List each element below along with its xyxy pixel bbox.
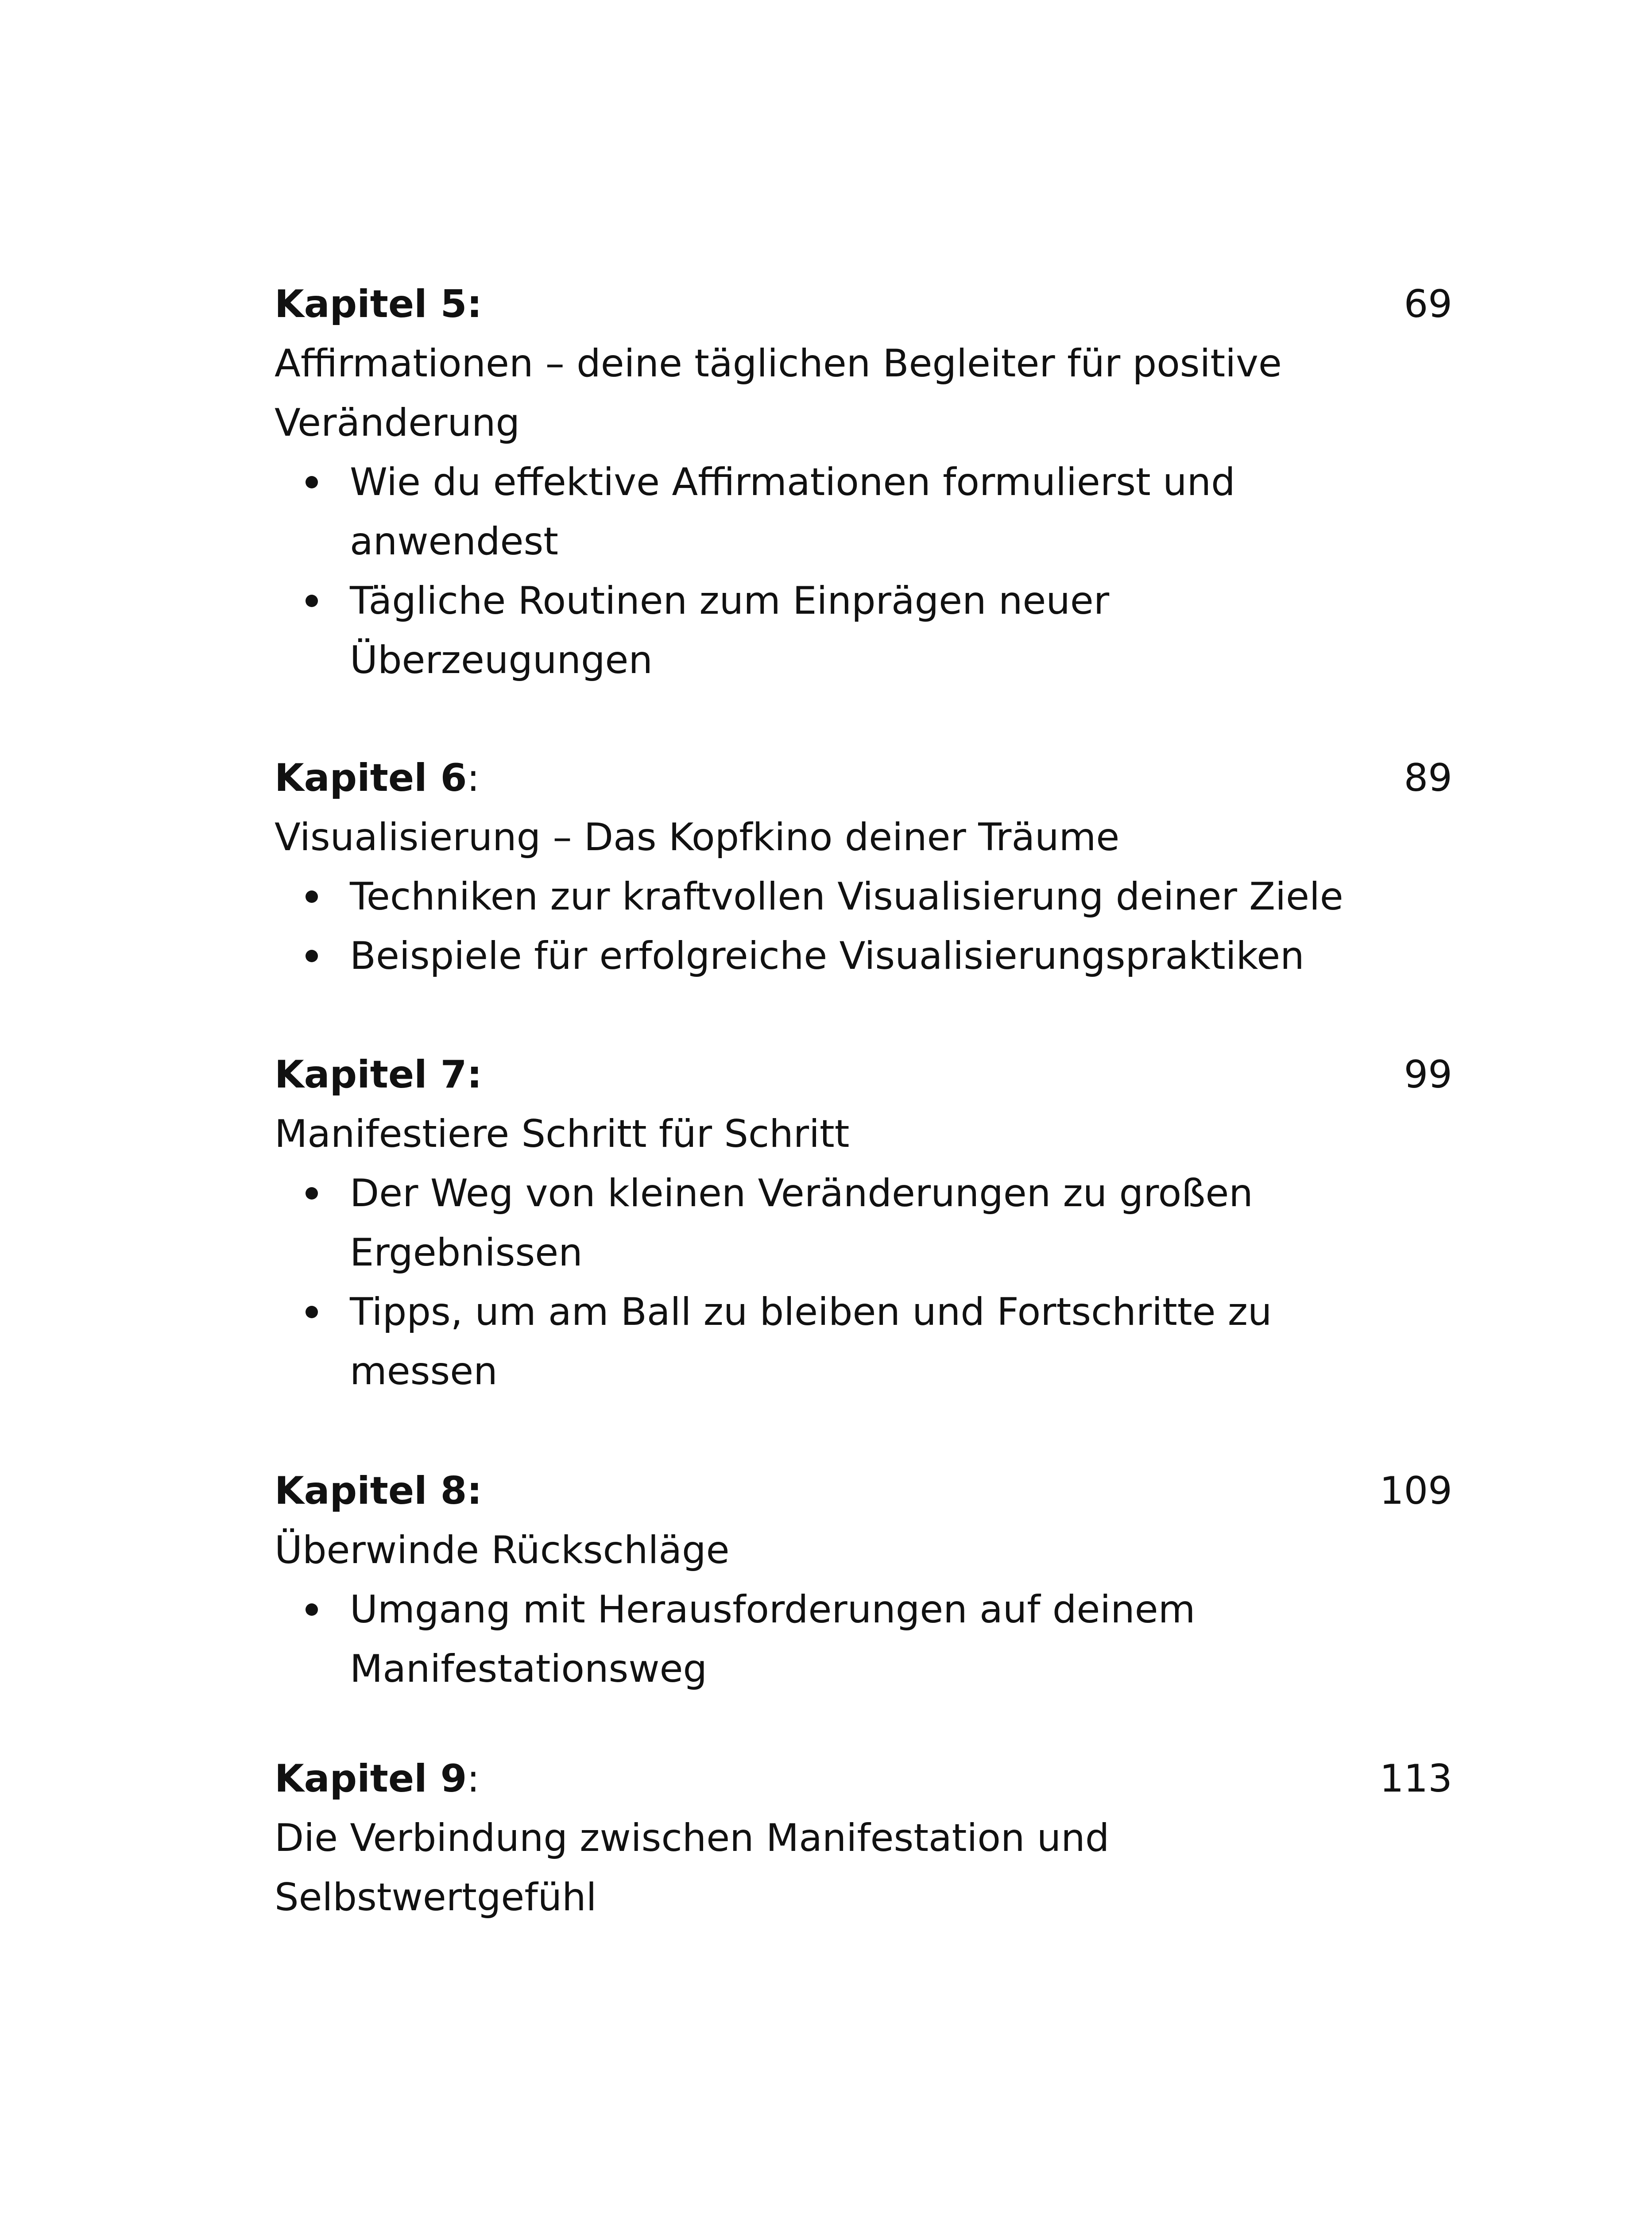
bullet-dot-icon (306, 890, 318, 903)
chapter-colon: : (467, 1757, 480, 1801)
toc-entry-kapitel-8 (275, 1461, 1452, 1699)
bullet-text: Der Weg von kleinen Veränderungen zu großen Ergebnissen (350, 1171, 1253, 1275)
page-number: 69 (1404, 282, 1452, 326)
page-number: 89 (1404, 756, 1452, 800)
bullet-text: Beispiele für erfolgreiche Visualisierungspraktiken (350, 934, 1304, 978)
chapter-heading (275, 1045, 1452, 1104)
bullet-dot-icon (306, 950, 318, 962)
chapter-title: Manifestiere Schritt für Schritt (275, 1112, 850, 1156)
bullet-item (275, 1580, 1324, 1699)
page-number: 113 (1379, 1757, 1452, 1801)
toc-entry-kapitel-6 (275, 748, 1452, 986)
chapter-title: Die Verbindung zwischen Manifestation und Selbstwertgefühl (275, 1816, 1110, 1920)
bullet-item (275, 867, 1390, 926)
chapter-colon: : (467, 282, 482, 326)
bullet-dot-icon (306, 1306, 318, 1318)
bullet-list (275, 1164, 1452, 1401)
chapter-colon: : (467, 756, 480, 800)
bullet-list (275, 867, 1452, 986)
chapter-heading (275, 1749, 1452, 1808)
bullet-item (275, 453, 1324, 571)
chapter-title: Visualisierung – Das Kopfkino deiner Träume (275, 815, 1120, 859)
page-number: 99 (1404, 1053, 1452, 1097)
chapter-label: Kapitel 8 (275, 1469, 467, 1513)
toc-entry-kapitel-7 (275, 1045, 1452, 1401)
page-number: 109 (1379, 1469, 1452, 1513)
bullet-text: Umgang mit Herausforderungen auf deinem Manifestationsweg (350, 1587, 1195, 1691)
bullet-dot-icon (306, 595, 318, 607)
chapter-heading (275, 275, 1452, 334)
chapter-colon: : (467, 1053, 482, 1097)
chapter-label: Kapitel 9 (275, 1757, 467, 1801)
chapter-label: Kapitel 5 (275, 282, 467, 326)
bullet-item (275, 1164, 1324, 1282)
bullet-item (275, 1282, 1324, 1401)
bullet-text: Techniken zur kraftvollen Visualisierung deiner Ziele (350, 875, 1343, 919)
chapter-colon: : (467, 1469, 482, 1513)
chapter-label: Kapitel 6 (275, 756, 467, 800)
bullet-dot-icon (306, 476, 318, 488)
chapter-title: Überwinde Rückschläge (275, 1528, 730, 1572)
chapter-heading (275, 748, 1452, 808)
chapter-label: Kapitel 7 (275, 1053, 467, 1097)
chapter-title: Affirmationen – deine täglichen Begleiter für positive Veränderung (275, 341, 1282, 445)
bullet-item (275, 571, 1324, 690)
toc-entry-kapitel-9 (275, 1749, 1452, 1927)
bullet-text: Wie du effektive Affirmationen formulierst und anwendest (350, 460, 1235, 564)
bullet-list (275, 1580, 1452, 1699)
bullet-item (275, 926, 1390, 986)
bullet-dot-icon (306, 1603, 318, 1616)
bullet-text: Tägliche Routinen zum Einprägen neuer Überzeugungen (350, 579, 1110, 682)
bullet-list (275, 453, 1452, 690)
toc-entry-kapitel-5 (275, 275, 1452, 690)
bullet-text: Tipps, um am Ball zu bleiben und Fortschritte zu messen (350, 1290, 1272, 1393)
chapter-heading (275, 1461, 1452, 1521)
bullet-dot-icon (306, 1187, 318, 1200)
